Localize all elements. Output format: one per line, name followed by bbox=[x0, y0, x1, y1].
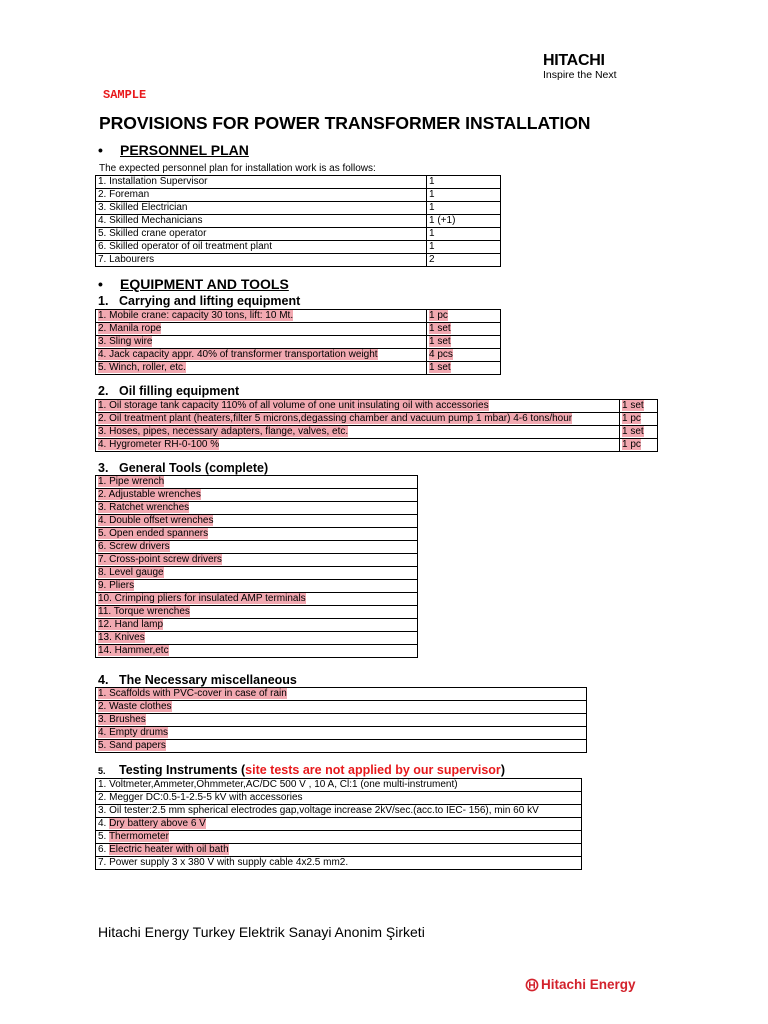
table-row bbox=[96, 740, 587, 753]
item-cell: 5. Skilled crane operator bbox=[96, 228, 427, 241]
item-cell: 2. Oil treatment plant (heaters,filter 5 microns,degassing chamber and vacuum pump 1 mbar) 4-6 tons/hour bbox=[96, 413, 620, 426]
sample-label: SAMPLE bbox=[103, 88, 147, 102]
quantity-cell: 4 pcs bbox=[427, 349, 501, 362]
item-cell: 3. Ratchet wrenches bbox=[96, 502, 418, 515]
table-row bbox=[96, 400, 658, 413]
item-cell: 3. Sling wire bbox=[96, 336, 427, 349]
quantity-cell: 1 pc bbox=[620, 439, 658, 452]
quantity-cell: 1 set bbox=[620, 400, 658, 413]
logo-brand: HITACHI bbox=[543, 52, 605, 69]
table-row bbox=[96, 502, 418, 515]
item-cell: 2. Adjustable wrenches bbox=[96, 489, 418, 502]
misc-heading: 4. The Necessary miscellaneous bbox=[98, 673, 297, 687]
table-row bbox=[96, 818, 582, 831]
testing-heading: 5. Testing Instruments (site tests are not applied by our supervisor) bbox=[98, 763, 505, 777]
quantity-cell: 1 bbox=[427, 241, 501, 254]
item-cell: 12. Hand lamp bbox=[96, 619, 418, 632]
quantity-cell: 1 bbox=[427, 176, 501, 189]
table-row bbox=[96, 619, 418, 632]
item-cell: 4. Dry battery above 6 V bbox=[96, 818, 582, 831]
item-cell: 5. Sand papers bbox=[96, 740, 587, 753]
item-cell: 1. Mobile crane: capacity 30 tons, lift: 10 Mt. bbox=[96, 310, 427, 323]
item-cell: 3. Hoses, pipes, necessary adapters, flange, valves, etc. bbox=[96, 426, 620, 439]
item-cell: 4. Double offset wrenches bbox=[96, 515, 418, 528]
item-cell: 10. Crimping pliers for insulated AMP terminals bbox=[96, 593, 418, 606]
table-row bbox=[96, 688, 587, 701]
bullet-icon: • bbox=[98, 142, 103, 158]
table-row bbox=[96, 515, 418, 528]
footer-company: Hitachi Energy Turkey Elektrik Sanayi Anonim Şirketi bbox=[98, 924, 425, 940]
testing-table bbox=[95, 778, 582, 870]
testing-note: site tests are not applied by our supervisor bbox=[245, 763, 501, 777]
table-row bbox=[96, 727, 587, 740]
table-row bbox=[96, 439, 658, 452]
table-row bbox=[96, 215, 501, 228]
table-row bbox=[96, 241, 501, 254]
table-row bbox=[96, 567, 418, 580]
quantity-cell: 1 bbox=[427, 189, 501, 202]
oil-table bbox=[95, 399, 658, 452]
table-row bbox=[96, 857, 582, 870]
table-row bbox=[96, 336, 501, 349]
table-row bbox=[96, 189, 501, 202]
table-row bbox=[96, 202, 501, 215]
item-cell: 7. Labourers bbox=[96, 254, 427, 267]
item-cell: 7. Power supply 3 x 380 V with supply cable 4x2.5 mm2. bbox=[96, 857, 582, 870]
hitachi-energy-mark-icon bbox=[525, 978, 539, 992]
item-cell: 11. Torque wrenches bbox=[96, 606, 418, 619]
item-cell: 1. Installation Supervisor bbox=[96, 176, 427, 189]
item-cell: 3. Brushes bbox=[96, 714, 587, 727]
carrying-table bbox=[95, 309, 501, 375]
quantity-cell: 1 set bbox=[427, 362, 501, 375]
quantity-cell: 1 pc bbox=[620, 413, 658, 426]
table-row bbox=[96, 779, 582, 792]
quantity-cell: 2 bbox=[427, 254, 501, 267]
item-cell: 4. Hygrometer RH-0-100 % bbox=[96, 439, 620, 452]
table-row bbox=[96, 362, 501, 375]
table-row bbox=[96, 426, 658, 439]
hitachi-energy-logo: Hitachi Energy bbox=[525, 977, 636, 992]
table-row bbox=[96, 701, 587, 714]
quantity-cell: 1 (+1) bbox=[427, 215, 501, 228]
table-row bbox=[96, 593, 418, 606]
table-row bbox=[96, 554, 418, 567]
item-cell: 4. Empty drums bbox=[96, 727, 587, 740]
table-row bbox=[96, 541, 418, 554]
item-cell: 1. Scaffolds with PVC-cover in case of rain bbox=[96, 688, 587, 701]
table-row bbox=[96, 476, 418, 489]
table-row bbox=[96, 606, 418, 619]
item-cell: 2. Foreman bbox=[96, 189, 427, 202]
item-cell: 13. Knives bbox=[96, 632, 418, 645]
item-cell: 1. Pipe wrench bbox=[96, 476, 418, 489]
personnel-heading: • PERSONNEL PLAN bbox=[98, 142, 249, 158]
personnel-table bbox=[95, 175, 501, 267]
page-title: PROVISIONS FOR POWER TRANSFORMER INSTALLATION bbox=[99, 113, 591, 133]
table-row bbox=[96, 254, 501, 267]
item-cell: 2. Manila rope bbox=[96, 323, 427, 336]
hitachi-logo bbox=[543, 52, 617, 81]
item-cell: 3. Oil tester:2.5 mm spherical electrodes gap,voltage increase 2kV/sec.(acc.to IEC- 156), min 60 kV bbox=[96, 805, 582, 818]
table-row bbox=[96, 645, 418, 658]
table-row bbox=[96, 844, 582, 857]
quantity-cell: 1 set bbox=[427, 323, 501, 336]
table-row bbox=[96, 528, 418, 541]
item-cell: 14. Hammer,etc bbox=[96, 645, 418, 658]
table-row bbox=[96, 323, 501, 336]
equipment-heading: • EQUIPMENT AND TOOLS bbox=[98, 276, 289, 292]
table-row bbox=[96, 580, 418, 593]
carrying-heading: 1. Carrying and lifting equipment bbox=[98, 294, 301, 308]
quantity-cell: 1 bbox=[427, 228, 501, 241]
bullet-icon: • bbox=[98, 276, 103, 292]
item-cell: 9. Pliers bbox=[96, 580, 418, 593]
item-cell: 2. Waste clothes bbox=[96, 701, 587, 714]
item-cell: 4. Jack capacity appr. 40% of transformer transportation weight bbox=[96, 349, 427, 362]
item-cell: 6. Skilled operator of oil treatment plant bbox=[96, 241, 427, 254]
table-row bbox=[96, 714, 587, 727]
item-cell: 5. Thermometer bbox=[96, 831, 582, 844]
table-row bbox=[96, 489, 418, 502]
item-cell: 1. Voltmeter,Ammeter,Ohmmeter,AC/DC 500 V , 10 A, Cl:1 (one multi-instrument) bbox=[96, 779, 582, 792]
item-cell: 6. Electric heater with oil bath bbox=[96, 844, 582, 857]
personnel-intro: The expected personnel plan for installation work is as follows: bbox=[99, 163, 376, 174]
item-cell: 4. Skilled Mechanicians bbox=[96, 215, 427, 228]
quantity-cell: 1 set bbox=[620, 426, 658, 439]
quantity-cell: 1 pc bbox=[427, 310, 501, 323]
oil-heading: 2. Oil filling equipment bbox=[98, 384, 240, 398]
table-row bbox=[96, 349, 501, 362]
tools-heading: 3. General Tools (complete) bbox=[98, 461, 269, 475]
quantity-cell: 1 bbox=[427, 202, 501, 215]
item-cell: 5. Winch, roller, etc. bbox=[96, 362, 427, 375]
table-row bbox=[96, 310, 501, 323]
table-row bbox=[96, 413, 658, 426]
table-row bbox=[96, 805, 582, 818]
item-cell: 3. Skilled Electrician bbox=[96, 202, 427, 215]
table-row bbox=[96, 831, 582, 844]
quantity-cell: 1 set bbox=[427, 336, 501, 349]
table-row bbox=[96, 176, 501, 189]
tools-table bbox=[95, 475, 418, 658]
misc-table bbox=[95, 687, 587, 753]
item-cell: 7. Cross-point screw drivers bbox=[96, 554, 418, 567]
item-cell: 1. Oil storage tank capacity 110% of all volume of one unit insulating oil with accessories bbox=[96, 400, 620, 413]
item-cell: 8. Level gauge bbox=[96, 567, 418, 580]
item-cell: 2. Megger DC:0.5-1-2.5-5 kV with accessories bbox=[96, 792, 582, 805]
item-cell: 6. Screw drivers bbox=[96, 541, 418, 554]
logo-tagline: Inspire the Next bbox=[543, 69, 617, 81]
table-row bbox=[96, 228, 501, 241]
table-row bbox=[96, 792, 582, 805]
table-row bbox=[96, 632, 418, 645]
item-cell: 5. Open ended spanners bbox=[96, 528, 418, 541]
